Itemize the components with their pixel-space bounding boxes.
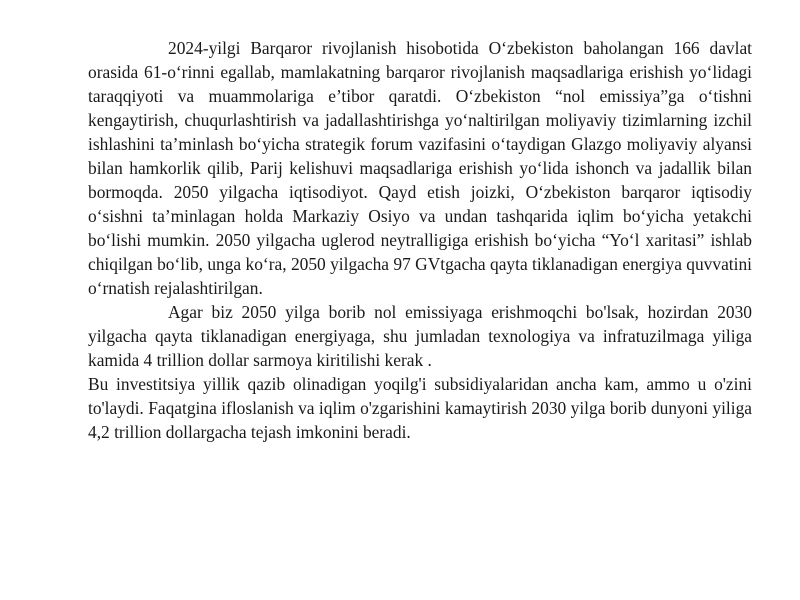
document-body: [88, 36, 752, 444]
paragraph-sustainability-report: 2024-yilgi Barqaror rivojlanish hisobotida O‘zbekiston baholangan 166 davlat orasida 61-o‘rinni egallab, mamlakatning barqaror rivojlanish maqsadlariga erishish yo‘lidagi taraqqiyoti va muammolariga e’tibor qaratdi. O‘zbekiston “nol emissiya”ga o‘tishni kengaytirish, chuqurlashtirish va jadallashtirishga yo‘naltirilgan moliyaviy tizimlarning izchil ishlashini ta’minlash bo‘yicha strategik forum vazifasini o‘taydigan Glazgo moliyaviy alyansi bilan hamkorlik qilib, Parij kelishuvi maqsadlariga erishish yo‘lida ishonch va jadallik bilan bormoqda. 2050 yilgacha iqtisodiyot. Qayd etish joizki, O‘zbekiston barqaror iqtisodiy o‘sishni ta’minlagan holda Markaziy Osiyo va undan tashqarida iqlim bo‘yicha yetakchi bo‘lishi mumkin. 2050 yilgacha uglerod neytralligiga erishish bo‘yicha “Yo‘l xaritasi” ishlab chiqilgan bo‘lib, unga ko‘ra, 2050 yilgacha 97 GVtgacha qayta tiklanadigan energiya quvvatini o‘rnatish rejalashtirilgan.: [88, 38, 752, 298]
paragraph-net-zero-investment: Agar biz 2050 yilga borib nol emissiyaga erishmoqchi bo'lsak, hozirdan 2030 yilgacha qayta tiklanadigan energiyaga, shu jumladan texnologiya va infratuzilmaga yiliga kamida 4 trillion dollar sarmoya kiritilishi kerak .: [88, 302, 752, 370]
paragraph-subsidies-savings: Bu investitsiya yillik qazib olinadigan yoqilg'i subsidiyalaridan ancha kam, ammo u o'zini to'laydi. Faqatgina ifloslanish va iqlim o'zgarishini kamaytirish 2030 yilga borib dunyoni yiliga 4,2 trillion dollargacha tejash imkonini beradi.: [88, 374, 752, 442]
